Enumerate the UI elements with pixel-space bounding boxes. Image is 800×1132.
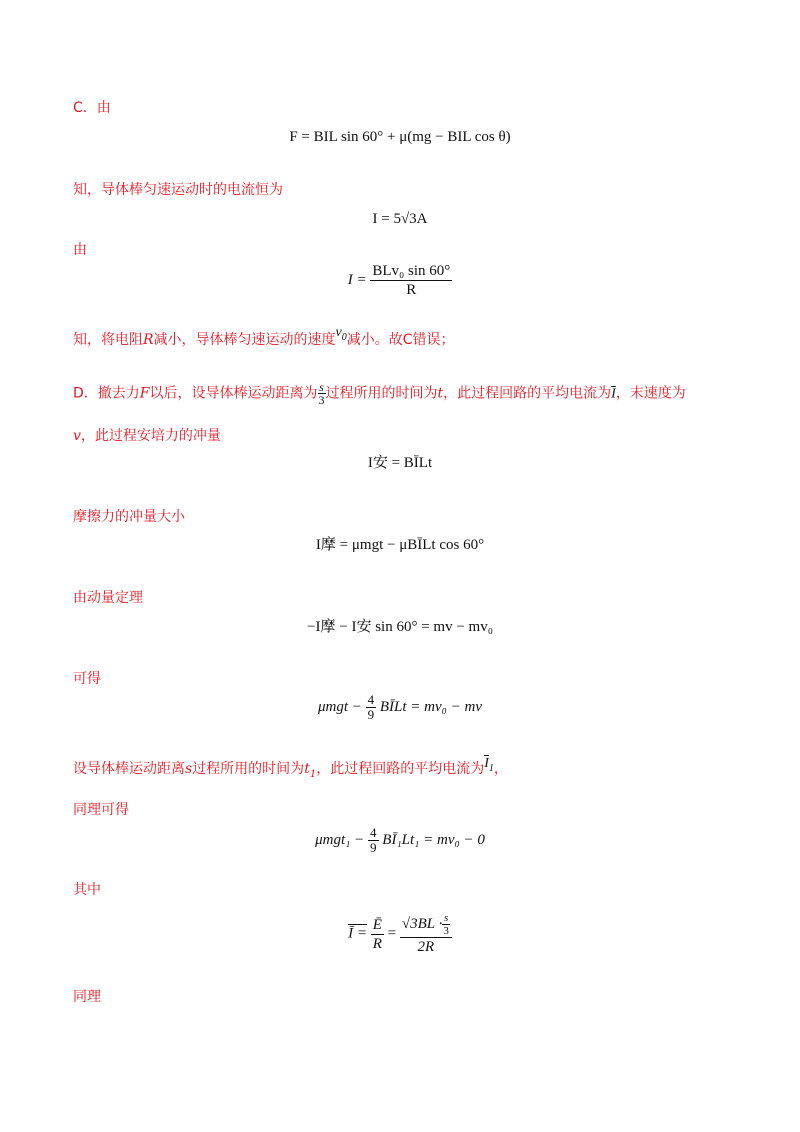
para-momentum: 由动量定理 (73, 590, 143, 606)
eq9-f1-denominator: R (372, 935, 382, 952)
para-d-continued (73, 426, 221, 446)
para-set-distance (73, 756, 508, 785)
eq9-f1-numerator: Ē (372, 916, 382, 933)
symbol-I-bar: $\overline{I}$ (611, 386, 616, 402)
equation-force: F = BIL sin 60° + μ(mg − BIL cos θ) (289, 129, 511, 145)
symbol-t: t (437, 385, 444, 402)
para-friction: 摩擦力的冲量大小 (73, 509, 185, 525)
equation-average-current (0, 912, 800, 956)
symbol-F: F (139, 385, 150, 402)
para-d-start (73, 381, 686, 406)
equation-ampere-impulse: I安 = BĪLt (367, 455, 433, 471)
para-zhi-current: 知，导体棒匀速运动时的电流恒为 (73, 182, 283, 198)
s-over-3-fraction: $\frac{s}{3}$ (318, 380, 325, 407)
set-part-a: 设导体棒运动距离 (73, 761, 185, 777)
eq8-denominator: 9 (370, 840, 377, 855)
equation-friction-impulse: I摩 = μmgt − μBĪLt cos 60° (315, 537, 485, 553)
equation-current-formula (0, 262, 800, 299)
para-zhi-resistance (73, 325, 455, 356)
zhi2-part-c: 减小。故C错误； (346, 332, 455, 348)
eq8-part-b: BĪ₁Lt₁ = mv₀ − 0 (382, 831, 485, 848)
d-part-d: ，此过程回路的平均电流为 (443, 385, 612, 402)
eq3-denominator: R (406, 282, 417, 298)
eq9-left: Ī = (348, 925, 367, 942)
eq7-numerator: 4 (367, 692, 375, 707)
d-part-c: 过程所用的时间为 (325, 385, 438, 402)
eq3-left: I = (347, 271, 367, 288)
eq3-fraction (370, 262, 452, 299)
symbol-v0: $v_0$ (335, 325, 347, 343)
eq7-part-a: μmgt − (317, 698, 362, 715)
equation-current-value: I = 5√3A (372, 211, 428, 227)
eq7-denominator: 9 (367, 707, 375, 722)
para-c-label: C．由 (73, 100, 111, 116)
symbol-R: R (143, 332, 154, 348)
eq3-numerator: BLv₀ sin 60° (372, 263, 451, 279)
set-part-b: 过程所用的时间为 (192, 761, 305, 777)
eq8-part-a: μmgt₁ − (315, 831, 365, 848)
symbol-v: v (73, 428, 81, 444)
eq8-numerator: 4 (370, 825, 377, 840)
para-kede: 可得 (73, 671, 101, 687)
equation-result-1 (0, 693, 800, 722)
symbol-t1: $t_1$ (304, 761, 317, 780)
eq9-equals: = (387, 925, 397, 942)
set-part-d: ， (493, 761, 508, 777)
para-tongli-kede: 同理可得 (73, 802, 129, 818)
d-part-b: 以后，设导体棒运动距离为 (149, 385, 318, 402)
para-qizhong: 其中 (73, 882, 101, 898)
para-you: 由 (73, 242, 87, 258)
symbol-s: s (185, 761, 193, 777)
d-part-e: ，末速度为 (615, 385, 686, 402)
eq9-fraction-2 (400, 912, 452, 956)
eq9-f2-denominator: 2R (417, 939, 435, 955)
equation-momentum: −I摩 − I安 sin 60° = mv − mv₀ (307, 619, 493, 635)
eq7-fraction (366, 693, 377, 722)
d-part-a: D．撤去力 (73, 385, 140, 402)
eq8-fraction (368, 826, 379, 855)
equation-result-2 (0, 826, 800, 855)
symbol-I1-bar: $\overline{I}_1$ (484, 756, 494, 774)
eq9-fraction-1 (371, 916, 384, 953)
zhi2-part-a: 知，将电阻 (73, 332, 143, 348)
eq9-f2-numerator: √3BL · $\frac{s}{3}$ (400, 912, 452, 938)
zhi2-part-b: 减小，导体棒匀速运动的速度 (153, 332, 336, 348)
set-part-c: ，此过程回路的平均电流为 (316, 761, 485, 777)
d2-part-b: ，此过程安培力的冲量 (80, 428, 221, 444)
para-tongli: 同理 (73, 989, 101, 1005)
eq7-part-b: BĪLt = mv₀ − mv (379, 698, 482, 715)
